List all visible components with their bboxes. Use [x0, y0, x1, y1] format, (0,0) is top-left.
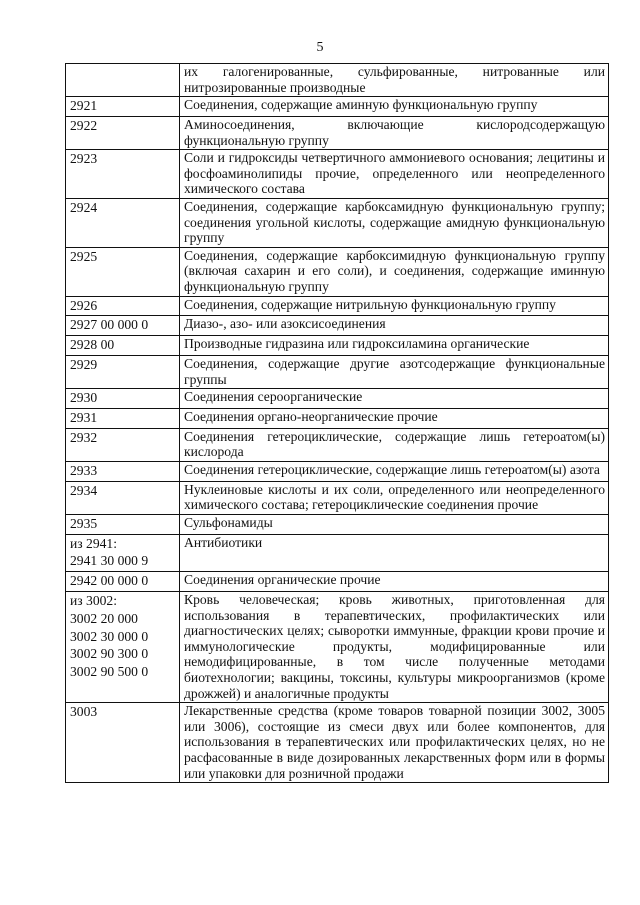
- description-cell: Соединения, содержащие нитрильную функциональную группу: [180, 296, 609, 316]
- tariff-code: 2926: [70, 297, 98, 313]
- table-row: [66, 408, 609, 428]
- code-cell: [66, 355, 180, 388]
- description-cell: Аминосоединения, включающие кислородсодержащую функциональную группу: [180, 116, 609, 149]
- description-cell: Соединения органические прочие: [180, 572, 609, 592]
- description-cell: Антибиотики: [180, 534, 609, 572]
- tariff-code: 3002 90 300 0: [70, 646, 149, 662]
- tariff-code: 2942 00 000 0: [70, 573, 149, 589]
- code-cell: [66, 461, 180, 481]
- tariff-code: 2933: [70, 462, 98, 478]
- description-cell: Кровь человеческая; кровь животных, приготовленная для использования в терапевтических, профилактических или диагностических целях; сыворотки иммунные, фракции крови прочие и иммунологические продукты, модифицированные или немодифицированные, в том числе полученные методами биотехнологии; вакцины, токсины, культуры микроорганизмов (кроме дрожжей) и аналогичные продукты: [180, 592, 609, 703]
- code-cell: [66, 64, 180, 97]
- description-cell: Соединения, содержащие аминную функциональную группу: [180, 97, 609, 117]
- code-cell: [66, 316, 180, 336]
- table-row: [66, 481, 609, 514]
- table-row: [66, 336, 609, 356]
- description-cell: Соединения, содержащие карбоксамидную функциональную группу; соединения угольной кислоты, содержащие амидную функциональную группу: [180, 198, 609, 247]
- description-cell: Сульфонамиды: [180, 514, 609, 534]
- table-body: [66, 64, 609, 783]
- description-cell: Соединения органо-неорганические прочие: [180, 408, 609, 428]
- tariff-code: 2935: [70, 515, 98, 531]
- description-cell: Соединения гетероциклические, содержащие лишь гетероатом(ы) кислорода: [180, 428, 609, 461]
- tariff-code: 2924: [70, 199, 98, 215]
- tariff-code: 2925: [70, 248, 98, 264]
- description-cell: Диазо-, азо- или азоксисоединения: [180, 316, 609, 336]
- table-row: [66, 592, 609, 703]
- tariff-code: 2931: [70, 409, 98, 425]
- description-cell: Нуклеиновые кислоты и их соли, определенного или неопределенного химического состава; гетероциклические соединения прочие: [180, 481, 609, 514]
- table-row: [66, 461, 609, 481]
- description-cell: Производные гидразина или гидроксиламина органические: [180, 336, 609, 356]
- table-row: [66, 316, 609, 336]
- tariff-code: 3003: [70, 704, 98, 720]
- table-row: [66, 150, 609, 199]
- table-row: [66, 296, 609, 316]
- code-cell: [66, 592, 180, 703]
- table-row: [66, 534, 609, 572]
- code-cell: [66, 481, 180, 514]
- code-cell: [66, 336, 180, 356]
- description-cell: Соединения гетероциклические, содержащие лишь гетероатом(ы) азота: [180, 461, 609, 481]
- table-row: [66, 198, 609, 247]
- code-cell: [66, 247, 180, 296]
- description-cell: Соединения сероорганические: [180, 389, 609, 409]
- tariff-code: 2922: [70, 117, 98, 133]
- tariff-code: 3002 20 000: [70, 610, 138, 626]
- tariff-code: из 2941:: [70, 535, 118, 551]
- table-row: [66, 514, 609, 534]
- code-cell: [66, 428, 180, 461]
- table-row: [66, 428, 609, 461]
- code-cell: [66, 150, 180, 199]
- code-cell: [66, 703, 180, 783]
- table-row: [66, 703, 609, 783]
- tariff-code: 2923: [70, 151, 98, 167]
- table-row: [66, 116, 609, 149]
- code-cell: [66, 572, 180, 592]
- table-row: [66, 97, 609, 117]
- tariff-code: 2921: [70, 98, 98, 114]
- tariff-code: 2928 00: [70, 337, 115, 353]
- tariff-codes-table: [65, 63, 609, 783]
- code-cell: [66, 514, 180, 534]
- code-cell: [66, 198, 180, 247]
- tariff-code: 2934: [70, 482, 98, 498]
- code-cell: [66, 408, 180, 428]
- tariff-code: 2929: [70, 356, 98, 372]
- description-cell: Лекарственные средства (кроме товаров товарной позиции 3002, 3005 или 3006), состоящие из смеси двух или более компонентов, для использования в терапевтических или профилактических целях, но не расфасованные в виде дозированных лекарственных форм или в формы или упаковки для розничной продажи: [180, 703, 609, 783]
- table-row: [66, 355, 609, 388]
- table-row: [66, 64, 609, 97]
- description-cell: Соединения, содержащие карбоксимидную функциональную группу (включая сахарин и его соли), и соединения, содержащие иминную функциональную группу: [180, 247, 609, 296]
- tariff-code: 3002 90 500 0: [70, 664, 149, 680]
- tariff-code: 2932: [70, 429, 98, 445]
- description-cell: Соединения, содержащие другие азотсодержащие функциональные группы: [180, 355, 609, 388]
- tariff-code: 3002 30 000 0: [70, 628, 149, 644]
- tariff-code: 2930: [70, 390, 98, 406]
- table-row: [66, 247, 609, 296]
- description-cell: Соли и гидроксиды четвертичного аммониевого основания; лецитины и фосфоаминолипиды прочие, определенного или неопределенного химического состава: [180, 150, 609, 199]
- page-number: 5: [316, 40, 324, 55]
- tariff-code: 2941 30 000 9: [70, 553, 149, 569]
- table-row: [66, 389, 609, 409]
- tariff-code: 2927 00 000 0: [70, 317, 149, 333]
- code-cell: [66, 389, 180, 409]
- code-cell: [66, 296, 180, 316]
- code-cell: [66, 97, 180, 117]
- code-cell: [66, 534, 180, 572]
- table-row: [66, 572, 609, 592]
- description-cell: их галогенированные, сульфированные, нитрованные или нитрозированные производные: [180, 64, 609, 97]
- code-cell: [66, 116, 180, 149]
- tariff-code: из 3002:: [70, 593, 118, 609]
